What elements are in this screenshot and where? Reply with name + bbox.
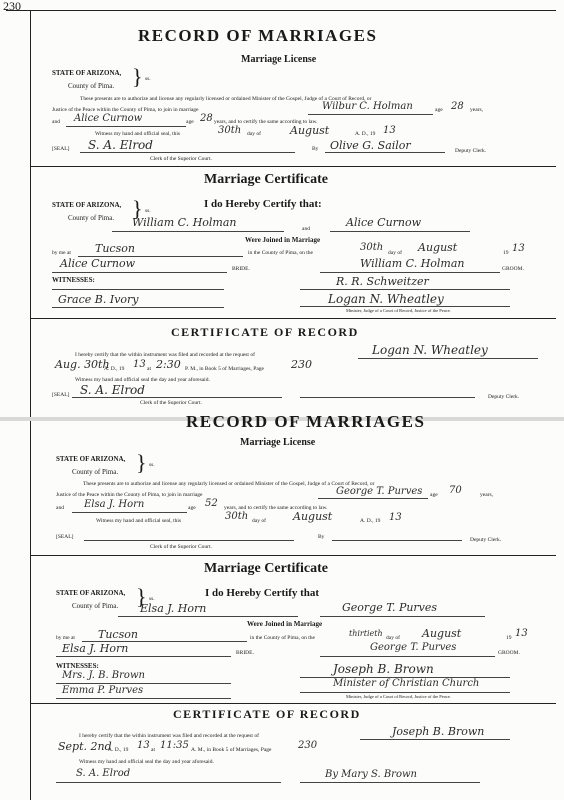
left-margin-line — [30, 10, 31, 800]
bride-sig-line — [56, 656, 231, 657]
years-label: years, — [480, 492, 493, 498]
divider — [30, 166, 556, 167]
license-heading: Marriage License — [240, 437, 316, 448]
am-label: A. M., in Book 5 of Marriages, Page — [191, 747, 272, 753]
certificate-heading: Marriage Certificate — [204, 561, 328, 576]
bride-age-label: age — [188, 505, 196, 511]
clerk-signature: S. A. Elrod — [88, 138, 153, 152]
day-of-label: day of — [386, 635, 400, 641]
witness-line-2 — [52, 307, 224, 308]
groom-signature: William C. Holman — [360, 257, 465, 270]
witness2-signature: Emma P. Purves — [62, 685, 144, 696]
cert-state-label: STATE OF ARIZONA, — [56, 589, 126, 597]
groom-line — [308, 114, 433, 115]
groom-name: George T. Purves — [336, 486, 423, 497]
ad-label: A. D., 19 — [355, 131, 376, 137]
groom-sig-line — [320, 656, 495, 657]
license-text-line2: Justice of the Peace within the County of Pima, to join in marriage — [52, 107, 199, 113]
county-label: County of Pima. — [68, 82, 115, 90]
record-clerk-line — [56, 782, 281, 783]
clerk-label: Clerk of the Superior Court. — [140, 400, 202, 406]
deputy-label: Deputy Clerk. — [488, 394, 520, 400]
cert-bride-name-top: Elsa J. Horn — [140, 602, 207, 615]
day-of-label: day of — [388, 250, 402, 256]
at-label: at — [147, 366, 151, 372]
record-clerk-line — [72, 397, 282, 398]
ss-label: ss. — [145, 208, 151, 214]
cert-year: 13 — [512, 243, 525, 254]
certificate-heading: Marriage Certificate — [204, 172, 328, 187]
requester-line — [360, 739, 510, 740]
bride-signature: Elsa J. Horn — [62, 642, 129, 655]
certify-text: I do Hereby Certify that — [205, 587, 320, 599]
cert-state-label: STATE OF ARIZONA, — [52, 201, 122, 209]
groom-age-label: age — [435, 107, 443, 113]
clerk-label: Clerk of the Superior Court. — [150, 156, 212, 162]
county-text: in the County of Pima, on the — [248, 250, 313, 256]
cert-groom-name: William C. Holman — [132, 216, 237, 229]
divider — [30, 318, 556, 319]
minister-title: Minister of Christian Church — [333, 678, 480, 689]
bride-age: 28 — [200, 113, 213, 124]
at-label: at — [151, 747, 155, 753]
license-year: 13 — [383, 125, 396, 136]
deputy-line — [332, 540, 462, 541]
clerk-line — [80, 152, 295, 153]
divider — [30, 703, 556, 704]
cert-of-record-heading: CERTIFICATE OF RECORD — [171, 325, 359, 339]
witness1-signature: Mrs. J. B. Brown — [62, 670, 145, 681]
minister-line-2 — [300, 306, 510, 307]
ss-label: ss. — [149, 596, 155, 602]
brace: } — [132, 64, 143, 89]
witness1-signature: Grace B. Ivory — [58, 293, 139, 306]
by-label: By — [312, 146, 319, 152]
record-year: 13 — [137, 740, 150, 751]
consent-text: years, and to certify the same according to law. — [224, 505, 328, 511]
witnesses-label: WITNESSES: — [56, 662, 99, 670]
license-text-line1: These presents are to authorize and license any regularly licensed or ordained Minister of the Gospel, Judge of a Court of Record, or — [80, 96, 372, 102]
brace: } — [136, 450, 147, 475]
record-title: RECORD OF MARRIAGES — [138, 26, 378, 45]
deputy-line — [325, 152, 445, 153]
year-prefix: 19 — [503, 250, 509, 256]
groom-sig-line — [320, 272, 500, 273]
cert-month: August — [418, 241, 458, 254]
groom-line — [318, 498, 428, 499]
minister-signature: Logan N. Wheatley — [328, 292, 444, 306]
cert-year: 13 — [515, 628, 528, 639]
certify-text: I do Hereby Certify that: — [204, 198, 322, 210]
bride-name: Alice Curnow — [74, 113, 143, 124]
minister-line-1 — [300, 289, 510, 290]
bride-name: Elsa J. Horn — [84, 499, 145, 510]
record-requester: Logan N. Wheatley — [372, 343, 488, 357]
bride-age-label: age — [186, 119, 194, 125]
clerk-line — [84, 540, 294, 541]
record-deputy-line — [300, 782, 480, 783]
day-of-label: day of — [247, 131, 261, 137]
record-year: 13 — [133, 359, 146, 370]
requester-line — [358, 358, 538, 359]
license-year: 13 — [389, 512, 402, 523]
witness-line-1 — [56, 683, 231, 684]
ad-label: A. D., 19 — [104, 366, 125, 372]
record-witness-text: Witness my hand and official seal the day and year aforesaid. — [79, 759, 214, 765]
witness-text: Witness my hand and official seal, this — [96, 518, 182, 524]
record-deputy-line — [300, 397, 475, 398]
seal-label: [SEAL] — [52, 392, 70, 398]
license-heading: Marriage License — [241, 54, 317, 65]
witness-line-2 — [56, 698, 231, 699]
cert-day: thirtieth — [349, 629, 383, 638]
record-time: 2:30 — [156, 358, 181, 371]
record-time: 11:35 — [160, 740, 189, 751]
by-me-at-label: by me at — [52, 250, 71, 256]
years-label: years, — [470, 107, 483, 113]
license-month: August — [293, 510, 333, 523]
pm-label: P. M., in Book 5 of Marriages, Page — [185, 366, 264, 372]
ss-label: ss. — [145, 76, 151, 82]
deputy-signature: Olive G. Sailor — [330, 139, 411, 152]
cert-bride-line — [330, 231, 470, 232]
state-label: STATE OF ARIZONA, — [56, 455, 126, 463]
groom-age: 28 — [451, 101, 464, 112]
ad-label: A. D., 19 — [360, 518, 381, 524]
record-witness-text: Witness my hand and official seal the day and year aforesaid. — [75, 377, 210, 383]
deputy-label: Deputy Clerk. — [455, 148, 487, 154]
day-of-label: day of — [252, 518, 266, 524]
minister-label: Minister, Judge of a Court of Record, Justice of the Peace. — [346, 308, 451, 313]
witness2-signature: R. R. Schweitzer — [336, 275, 429, 288]
license-month: August — [290, 124, 330, 137]
record-page: 230 — [291, 358, 312, 371]
brace: } — [132, 196, 143, 221]
license-text-line1: These presents are to authorize and license any regularly licensed or ordained Minister of the Gospel, Judge of a Court of Record, or — [83, 481, 375, 487]
year-prefix: 19 — [506, 635, 512, 641]
cert-place: Tucson — [98, 628, 138, 641]
record-clerk-signature: S. A. Elrod — [80, 383, 145, 397]
joined-text: Were Joined in Marriage — [245, 236, 321, 244]
ss-label: ss. — [149, 462, 155, 468]
county-text: in the County of Pima, on the — [250, 635, 315, 641]
cert-county-label: County of Pima. — [72, 602, 119, 610]
minister-label: Minister, Judge of a Court of Record, Justice of the Peace. — [346, 694, 451, 699]
record-text: I hereby certify that the within instrument was filed and recorded at the request of — [79, 733, 259, 739]
license-text-line2: Justice of the Peace within the County of Pima, to join in marriage — [56, 492, 203, 498]
state-label: STATE OF ARIZONA, — [52, 69, 122, 77]
cert-place: Tucson — [95, 242, 135, 255]
groom-name: Wilbur C. Holman — [322, 101, 413, 112]
and-label: and — [302, 226, 310, 232]
bride-sig-line — [52, 272, 227, 273]
bride-line — [72, 512, 187, 513]
bride-label: BRIDE. — [232, 266, 250, 272]
consent-text: years, and to certify the same according to law. — [214, 119, 318, 125]
witnesses-label: WITNESSES: — [52, 276, 95, 284]
bride-age: 52 — [205, 498, 218, 509]
witness-line-1 — [52, 289, 224, 290]
groom-label: GROOM. — [502, 266, 524, 272]
bride-line — [66, 126, 186, 127]
witness-text: Witness my hand and official seal, this — [95, 131, 181, 137]
cert-month: August — [422, 627, 462, 640]
cert-county-label: County of Pima. — [68, 214, 115, 222]
by-me-at-label: by me at — [56, 635, 75, 641]
bride-label: BRIDE. — [236, 650, 254, 656]
brace: } — [136, 584, 147, 609]
cert-groom-line — [320, 616, 485, 617]
license-day: 30th — [218, 125, 242, 136]
record-clerk-signature: S. A. Elrod — [76, 768, 131, 779]
deputy-label: Deputy Clerk. — [470, 537, 502, 543]
groom-age: 70 — [449, 485, 462, 496]
divider — [30, 555, 556, 556]
page-number: 230 — [3, 0, 21, 13]
county-label: County of Pima. — [72, 468, 119, 476]
groom-label: GROOM. — [498, 650, 520, 656]
cert-day: 30th — [360, 242, 384, 253]
joined-text: Were Joined in Marriage — [247, 620, 323, 628]
top-border — [6, 10, 556, 11]
record-page: 230 — [298, 740, 318, 751]
groom-age-label: age — [430, 492, 438, 498]
cert-of-record-heading: CERTIFICATE OF RECORD — [173, 707, 361, 721]
minister-line-2 — [300, 692, 510, 693]
record-requester: Joseph B. Brown — [392, 725, 485, 738]
ad-label: A. D., 19 — [108, 747, 129, 753]
license-day: 30th — [225, 511, 249, 522]
cert-bride-line — [118, 616, 298, 617]
cert-groom-name-top: George T. Purves — [342, 601, 438, 614]
seal-label: [SEAL] — [52, 146, 70, 152]
groom-signature: George T. Purves — [370, 642, 457, 653]
and-label: and — [56, 505, 64, 511]
cert-bride-name: Alice Curnow — [346, 216, 422, 229]
seal-label: [SEAL] — [56, 534, 74, 540]
cert-groom-line — [112, 231, 284, 232]
and-label: and — [52, 119, 60, 125]
record-by-signature: By Mary S. Brown — [325, 769, 417, 780]
record-date: Sept. 2nd — [58, 740, 112, 753]
clerk-label: Clerk of the Superior Court. — [150, 544, 212, 550]
record-text: I hereby certify that the within instrument was filed and recorded at the request of — [75, 352, 255, 358]
minister-signature: Joseph B. Brown — [333, 662, 434, 676]
record-title: RECORD OF MARRIAGES — [186, 412, 426, 431]
by-label: By — [318, 534, 325, 540]
record-date: Aug. 30th — [55, 358, 110, 371]
bride-signature: Alice Curnow — [60, 257, 136, 270]
